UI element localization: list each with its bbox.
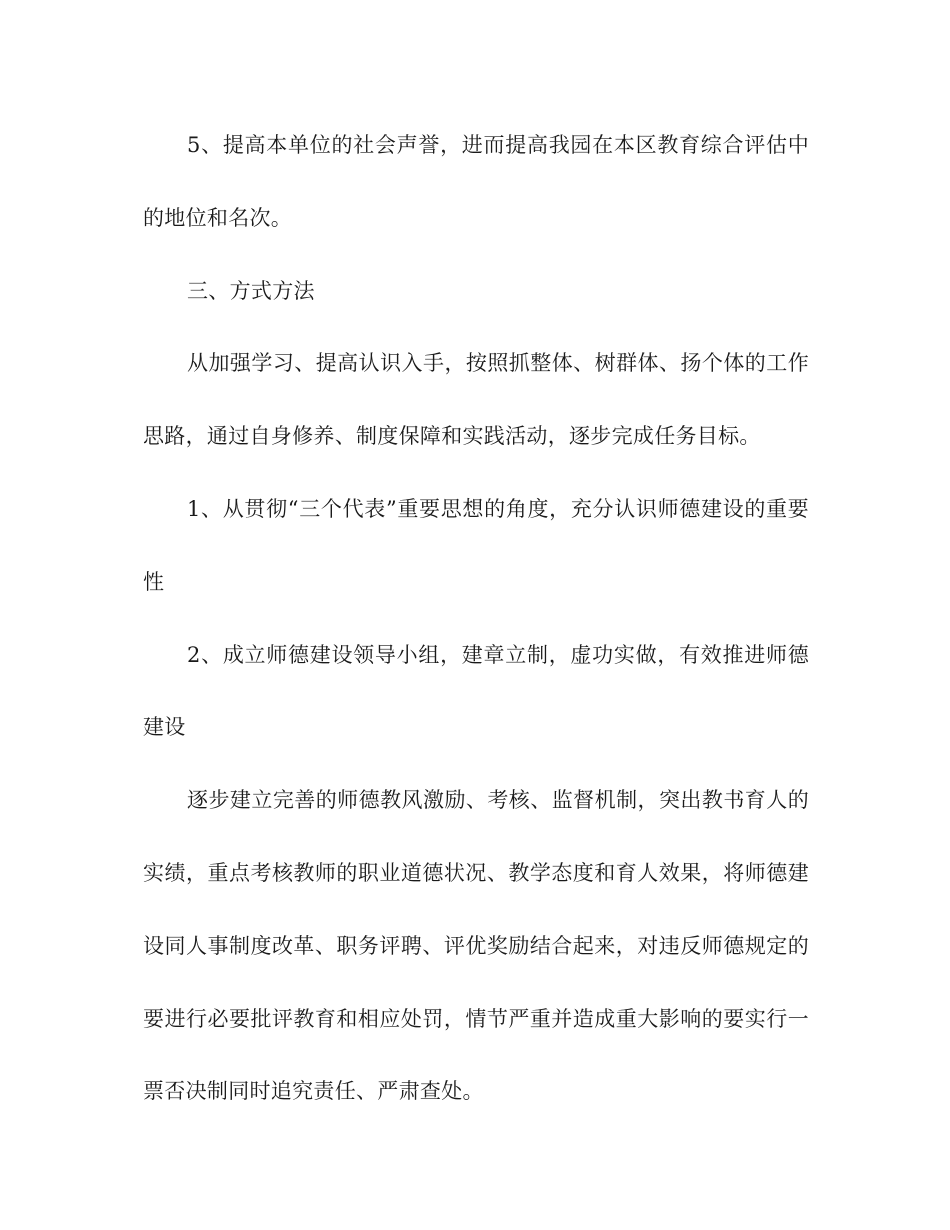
document-body: [143, 109, 809, 1128]
paragraph-mechanism: 逐步建立完善的师德教风激励、考核、监督机制，突出教书育人的实绩，重点考核教师的职业道德状况、教学态度和育人效果，将师德建设同人事制度改革、职务评聘、评优奖励结合起来，对违反师德规定的要进行必要批评教育和相应处罚，情节严重并造成重大影响的要实行一票否决制同时追究责任、严肃查处。: [143, 788, 809, 1104]
paragraph-item-2: 2、成立师德建设领导小组，建章立制，虚功实做，有效推进师德建设: [143, 642, 809, 740]
section-heading-methods: 三、方式方法: [187, 278, 315, 303]
paragraph-item-1: 1、从贯彻“三个代表”重要思想的角度，充分认识师德建设的重要性: [143, 496, 809, 594]
paragraph-item-5: 5、提高本单位的社会声誉，进而提高我园在本区教育综合评估中的地位和名次。: [143, 133, 809, 230]
paragraph-approach: 从加强学习、提高认识入手，按照抓整体、树群体、扬个体的工作思路，通过自身修养、制度保障和实践活动，逐步完成任务目标。: [143, 351, 809, 449]
